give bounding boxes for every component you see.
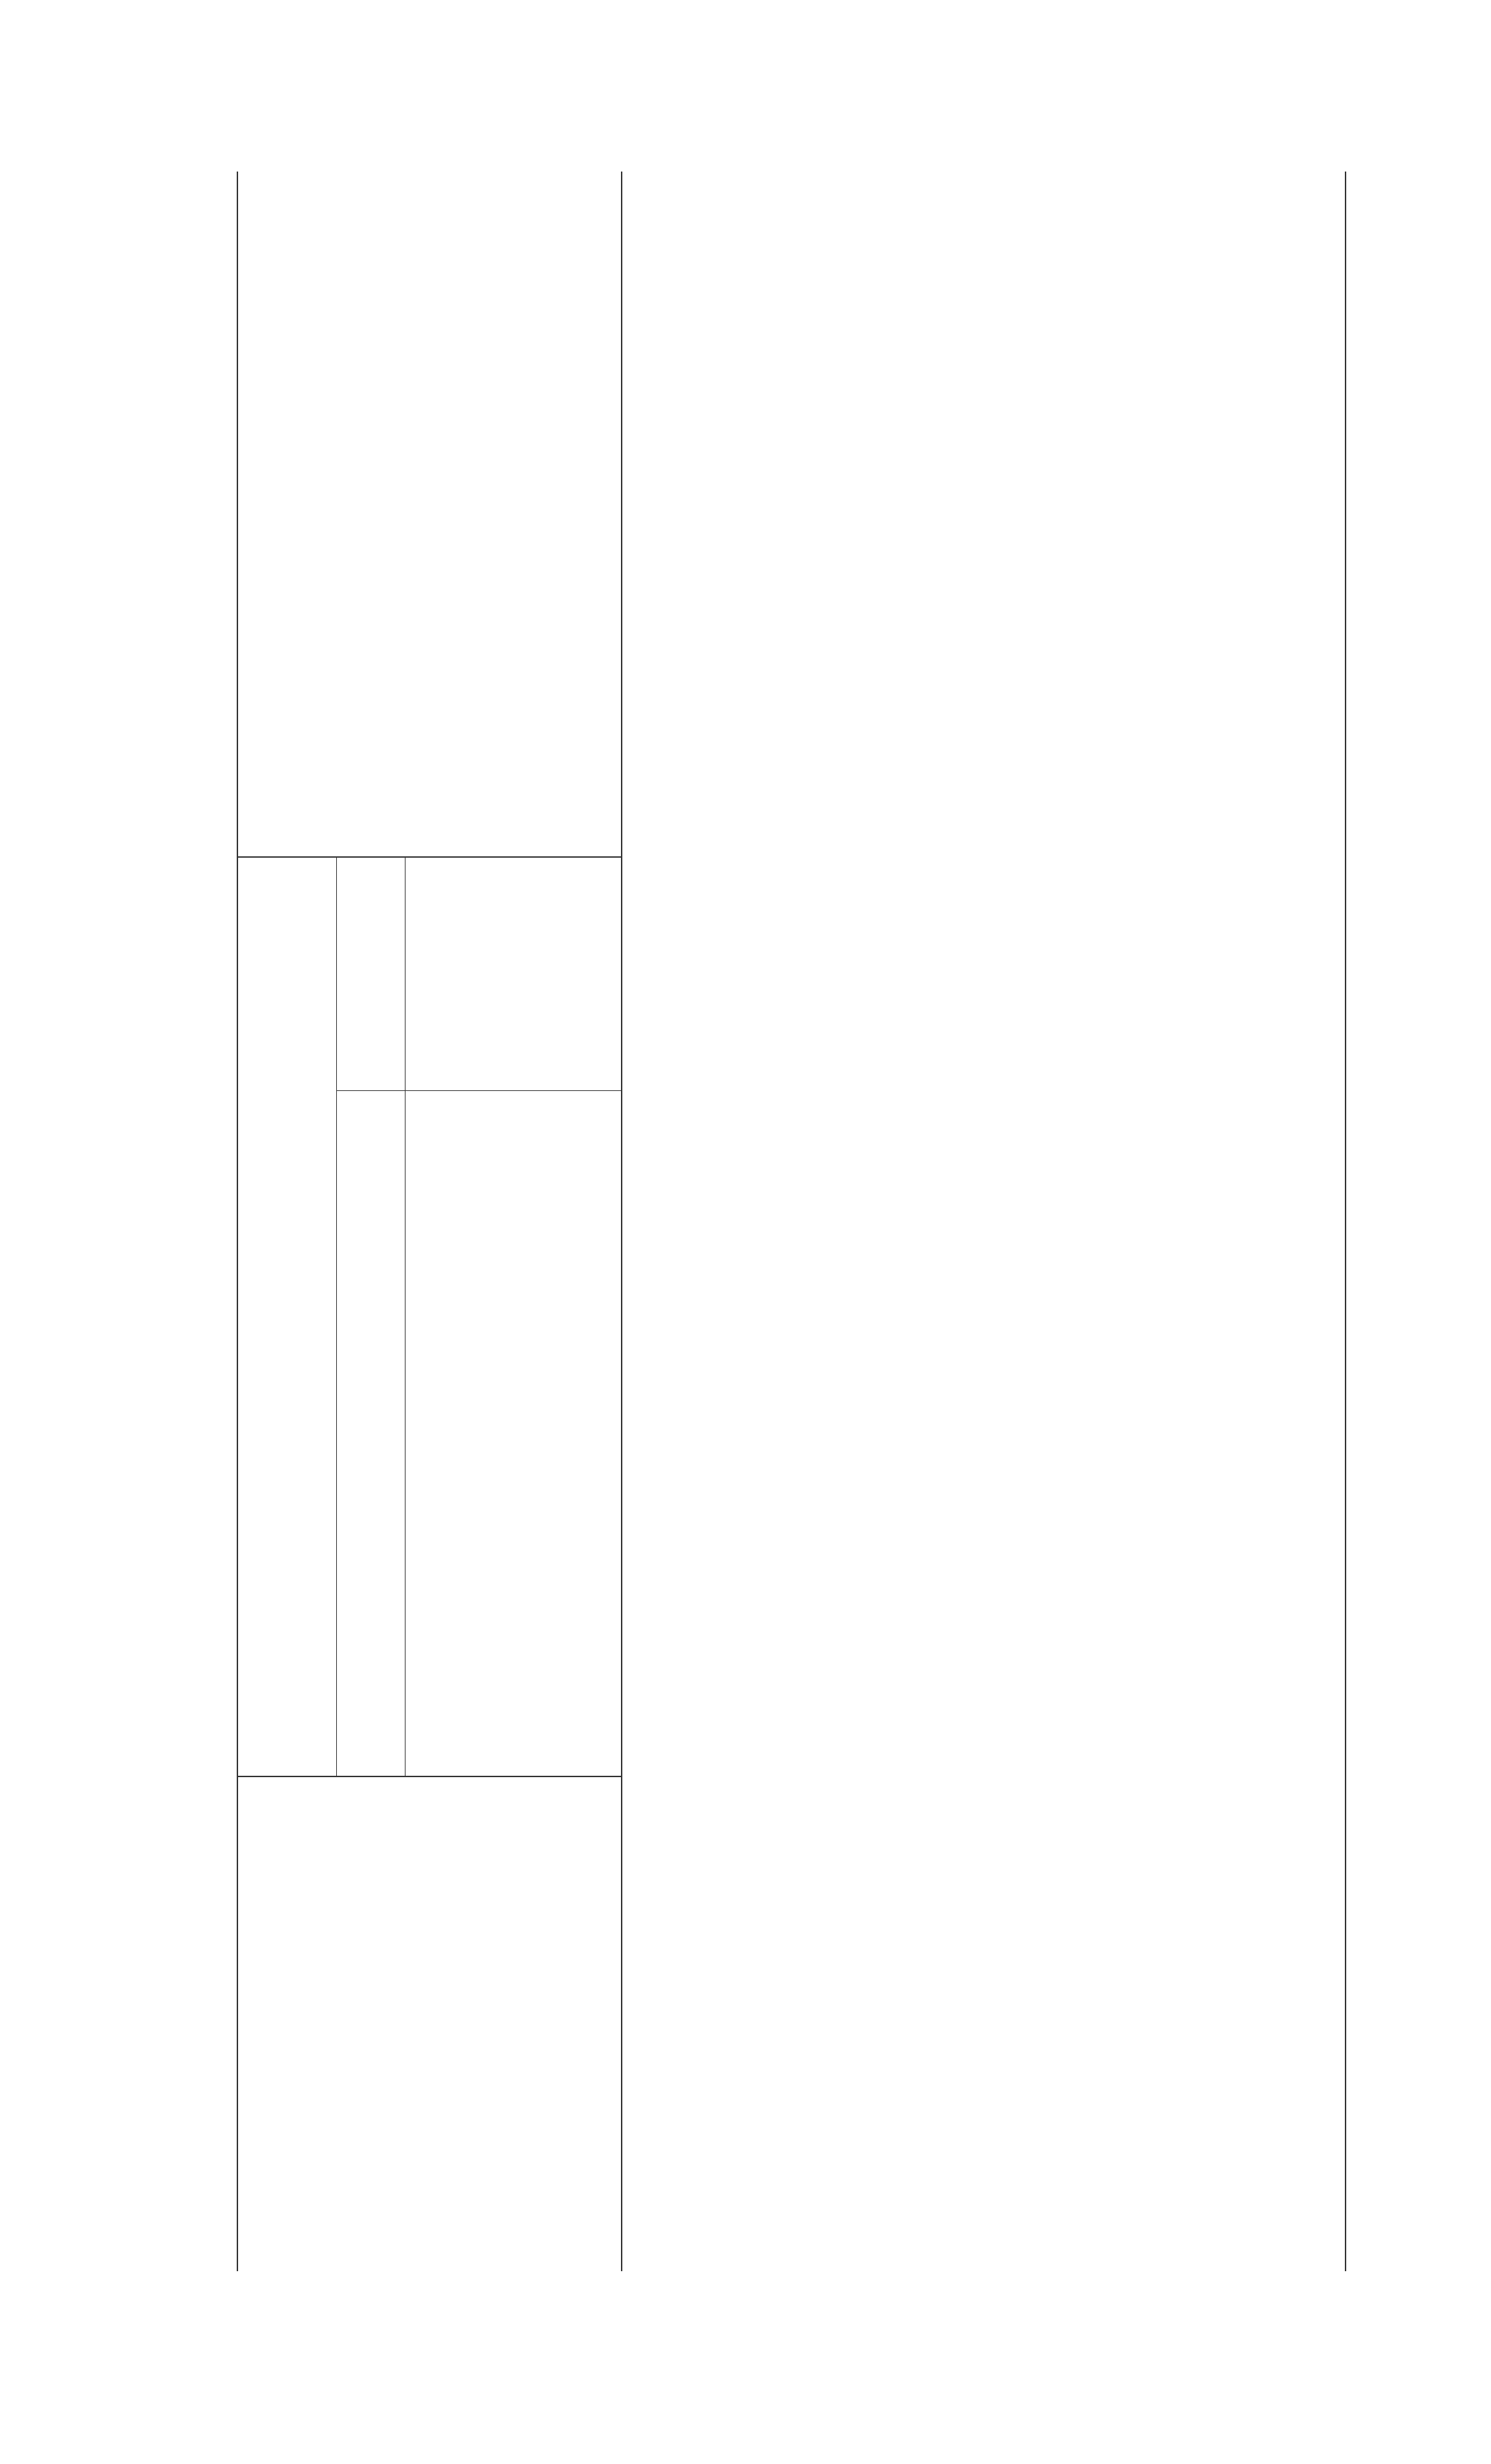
header-bottom-rule xyxy=(621,172,622,2271)
totals-divider xyxy=(336,1090,621,1091)
rotated-table xyxy=(237,172,1348,2271)
col1-divider xyxy=(237,1776,621,1777)
col3-divider xyxy=(237,856,621,858)
totals-subrule xyxy=(405,858,406,1091)
table-bottom-rule xyxy=(1345,172,1346,2271)
col2-subrule xyxy=(336,858,337,1777)
table-top-rule xyxy=(237,172,238,2271)
owners-subrule xyxy=(405,1091,406,1777)
